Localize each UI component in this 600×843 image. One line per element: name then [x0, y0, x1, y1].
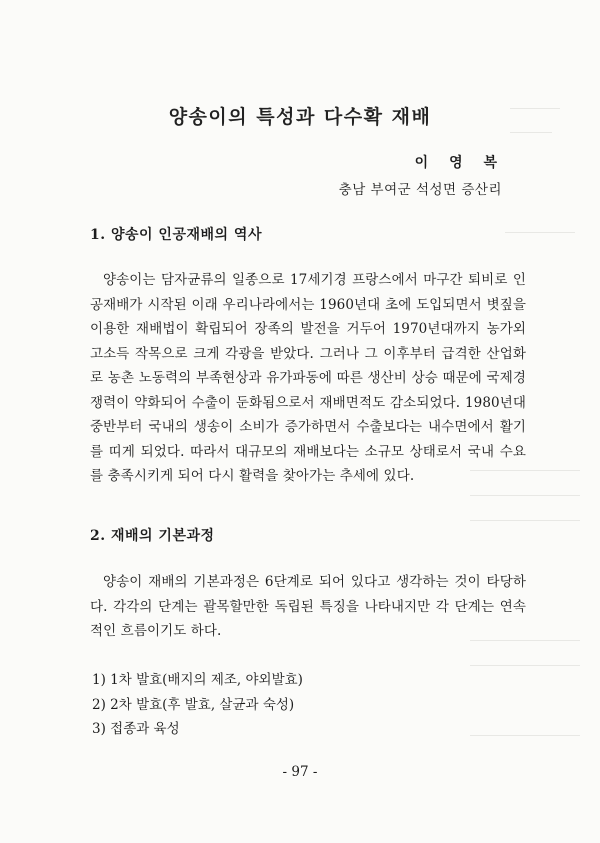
list-item: 2) 2차 발효(후 발효, 살균과 숙성)	[92, 696, 295, 713]
author-affiliation: 충남 부여군 석성면 증산리	[338, 182, 502, 198]
bleed-through-mark	[510, 132, 552, 133]
section-heading-process: 2. 재배의 기본과정	[90, 528, 215, 544]
bleed-through-mark	[470, 665, 580, 666]
section-paragraph-history	[90, 268, 526, 489]
process-step-list	[92, 668, 303, 742]
bleed-through-mark	[470, 520, 580, 521]
page-title: 양송이의 특성과 다수확 재배	[168, 106, 432, 128]
bleed-through-mark	[470, 495, 580, 496]
section-text-history: 양송이는 담자균류의 일종으로 17세기경 프랑스에서 마구간 퇴비로 인공재배가 시작된 이래 우리나라에서는 1960년대 초에 도입되면서 볏짚을 이용한 재배법이 확립되어 장족의 발전을 거두어 1970년대까지 농가외 고소득 작목으로 크게 각광을 받았다. 그러나 그 이후부터 급격한 산업화로 농촌 노동력의 부족현상과 유가파동에 따른 생산비 상승 때문에 국제경쟁력이 약화되어 수출이 둔화됨으로서 재배면적도 감소되었다. 1980년대 중반부터 국내의 생송이 소비가 증가하면서 수출보다는 내수면에서 활기를 띠게 되었다. 따라서 대규모의 재배보다는 소규모 상태로서 국내 수요를 충족시키게 되어 다시 활력을 찾아가는 추세에 있다.	[90, 272, 526, 484]
bleed-through-mark	[470, 735, 580, 736]
section-text-process: 양송이 재배의 기본과정은 6단계로 되어 있다고 생각하는 것이 타당하다. 각각의 단계는 괄목할만한 독립된 특징을 나타내지만 각 단계는 연속적인 흐름이기도 하다.	[90, 574, 526, 639]
author-name: 이 영 복	[414, 155, 505, 171]
list-item: 3) 접종과 육성	[92, 721, 180, 737]
section-heading-history: 1. 양송이 인공재배의 역사	[90, 227, 262, 243]
bleed-through-mark	[505, 232, 575, 233]
page-number: - 97 -	[282, 764, 318, 780]
section-paragraph-process	[90, 570, 526, 644]
list-item: 1) 1차 발효(배지의 제조, 야외발효)	[92, 672, 303, 688]
